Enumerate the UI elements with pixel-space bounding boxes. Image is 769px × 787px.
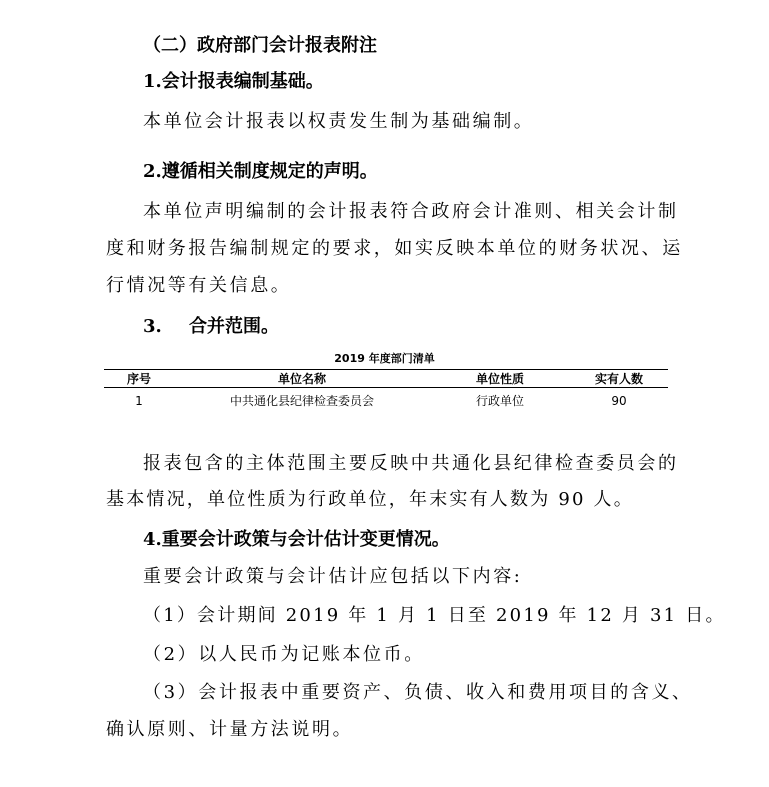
col-header-unit-type: 单位性质 [430,370,570,388]
item4-line-1: 重要会计政策与会计估计应包括以下内容: [143,566,523,587]
item4-line-5: 确认原则、计量方法说明。 [106,719,354,740]
item4-line-3: （2）以人民币为记账本位币。 [143,644,425,665]
item3-number: 3. [143,316,162,337]
table-row [104,388,668,411]
item2-line-2: 度和财务报告编制规定的要求，如实反映本单位的财务状况、运 [106,238,683,259]
col-header-unit-name: 单位名称 [174,370,430,388]
cell-headcount: 90 [611,394,627,408]
item3-line-2: 基本情况，单位性质为行政单位，年末实有人数为 90 人。 [106,489,634,510]
table-header-row [104,370,668,388]
col-header-seq: 序号 [104,370,174,388]
item3-heading: 合并范围。 [189,316,279,337]
item4-line-2: （1）会计期间 2019 年 1 月 1 日至 2019 年 12 月 31 日。 [143,605,726,626]
item2-line-3: 行情况等有关信息。 [106,275,292,296]
item4-heading: 4.重要会计政策与会计估计变更情况。 [143,529,450,550]
cell-unit-type: 行政单位 [475,394,524,408]
cell-seq: 1 [135,394,143,408]
item1-text: 本单位会计报表以权责发生制为基础编制。 [143,111,535,132]
department-table [104,369,668,410]
item3-line-1: 报表包含的主体范围主要反映中共通化县纪律检查委员会的 [143,453,679,474]
cell-unit-name: 中共通化县纪律检查委员会 [229,394,374,408]
item2-line-1: 本单位声明编制的会计报表符合政府会计准则、相关会计制 [143,201,679,222]
section-title: （二）政府部门会计报表附注 [143,35,377,56]
col-header-headcount: 实有人数 [570,370,668,388]
table-caption: 2019 年度部门清单 [334,352,435,365]
item2-heading: 2.遵循相关制度规定的声明。 [143,161,378,182]
item4-line-4: （3）会计报表中重要资产、负债、收入和费用项目的含义、 [143,682,693,703]
item1-heading: 1.会计报表编制基础。 [143,71,324,92]
